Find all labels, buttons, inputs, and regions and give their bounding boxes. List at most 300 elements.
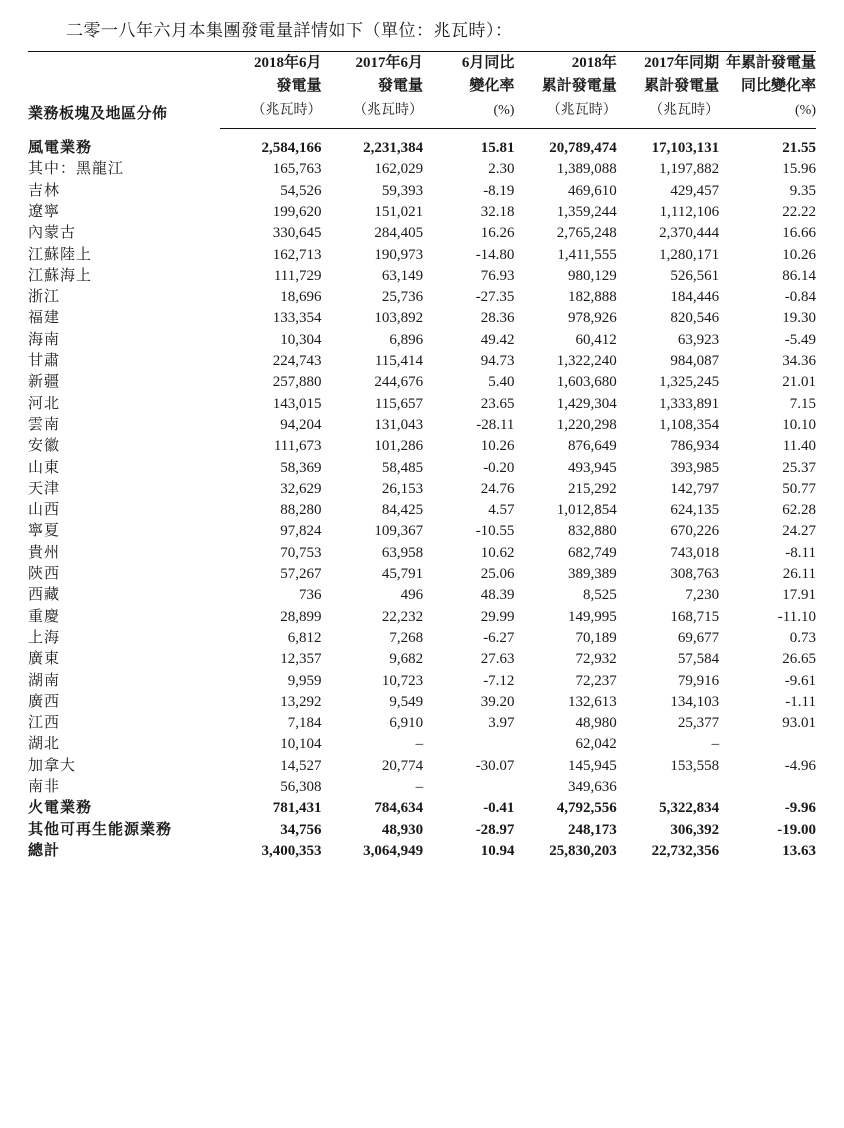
table-row: [28, 202, 816, 223]
row-value: 199,620: [272, 203, 322, 220]
row-value: 308,763: [670, 566, 720, 583]
row-value: 24.27: [782, 523, 816, 540]
row-value: 94,204: [280, 416, 322, 433]
row-value: 63,958: [381, 544, 424, 561]
row-value: 165,763: [272, 161, 322, 178]
row-label: 貴州: [28, 544, 61, 561]
header-unit-4: （兆瓦時）: [514, 101, 616, 129]
row-label: 風電業務: [28, 140, 93, 157]
row-value: -11.10: [777, 608, 816, 625]
row-value: 48,980: [575, 715, 617, 732]
row-value: -5.49: [784, 331, 816, 348]
table-body: [28, 129, 816, 863]
row-value: 224,743: [272, 353, 322, 370]
row-value: -19.00: [777, 821, 816, 838]
row-value: 6,812: [287, 629, 322, 646]
header-col-6-line2: 同比變化率: [740, 78, 816, 95]
row-value: 257,880: [272, 374, 322, 391]
table-row: [28, 181, 816, 202]
table-row: [28, 287, 816, 308]
row-value: 32.18: [480, 203, 515, 220]
row-value: 1,012,854: [556, 502, 617, 519]
row-label: 廣西: [28, 693, 61, 710]
row-value: 393,985: [670, 459, 720, 476]
row-value: 10.62: [480, 544, 515, 561]
row-value: 330,645: [272, 225, 322, 242]
row-value: 2,765,248: [556, 225, 617, 242]
row-value: 670,226: [670, 523, 720, 540]
row-value: 21.55: [782, 140, 816, 157]
row-value: 10.94: [480, 842, 515, 859]
header-unit-3: (%): [423, 101, 514, 129]
row-value: -9.61: [784, 672, 816, 689]
row-value: 20,789,474: [549, 140, 617, 157]
table-row: [28, 436, 816, 457]
table-row: [28, 692, 816, 713]
row-value: 743,018: [670, 544, 720, 561]
row-value: 14,527: [280, 757, 322, 774]
header-label-column: [28, 52, 220, 129]
row-value: 132,613: [568, 693, 617, 710]
row-value: 27.63: [480, 651, 515, 668]
row-value: 162,029: [374, 161, 424, 178]
row-value: 1,333,891: [659, 395, 720, 412]
row-label: 江蘇陸上: [28, 246, 93, 263]
row-value: [423, 777, 514, 798]
row-value: 1,112,106: [659, 203, 720, 220]
header-col-1-line1: 2018年6月: [253, 55, 322, 71]
row-value: 57,267: [280, 566, 322, 583]
row-value: 10,304: [280, 331, 322, 348]
row-value: 109,367: [374, 523, 424, 540]
row-value: 15.81: [480, 140, 515, 157]
row-value: 18,696: [280, 289, 322, 306]
row-value: 284,405: [374, 225, 424, 242]
row-value: 1,108,354: [659, 416, 720, 433]
row-label: 天津: [28, 480, 61, 497]
table-row: [28, 734, 816, 755]
row-label: 重慶: [28, 608, 61, 625]
row-value: 28.36: [480, 310, 515, 327]
row-value: -8.11: [785, 544, 816, 561]
row-value: 15.96: [782, 161, 816, 178]
header-col-3-line2: 變化率: [469, 78, 515, 95]
row-value: -1.11: [785, 693, 816, 710]
row-value: 6,910: [389, 715, 424, 732]
table-row: [28, 607, 816, 628]
row-value: 60,412: [575, 331, 617, 348]
row-value: 781,431: [272, 800, 322, 817]
row-value: 784,634: [374, 800, 424, 817]
table-row: [28, 415, 816, 436]
row-value: 3.97: [488, 715, 515, 732]
row-label: 寧夏: [28, 523, 61, 540]
row-value: 24.76: [480, 480, 515, 497]
header-col-2: [321, 52, 423, 101]
row-value: 151,021: [374, 203, 424, 220]
row-label: 江蘇海上: [28, 267, 93, 284]
row-value: 22,232: [381, 608, 424, 625]
table-row: [28, 223, 816, 244]
header-col-1: [220, 52, 322, 101]
row-value: 7,230: [685, 587, 720, 604]
row-value: 10,723: [381, 672, 424, 689]
row-value: [423, 734, 514, 755]
row-value: 0.73: [789, 629, 816, 646]
row-value: 984,087: [670, 353, 720, 370]
row-value: 101,286: [374, 438, 424, 455]
row-value: 20,774: [381, 757, 424, 774]
row-label: 其他可再生能源業務: [28, 821, 173, 838]
header-col-6: [719, 52, 816, 101]
row-value: 111,729: [273, 267, 322, 284]
row-label: 雲南: [28, 416, 61, 433]
row-value: 10,104: [280, 736, 322, 753]
table-row: [28, 713, 816, 734]
row-label: 其中：黑龍江: [28, 161, 125, 178]
row-value: 45,791: [381, 566, 424, 583]
table-row: [28, 308, 816, 329]
table-row: [28, 841, 816, 862]
row-value: 115,414: [374, 353, 424, 370]
row-value: 48.39: [480, 587, 515, 604]
row-value: 13,292: [280, 693, 322, 710]
row-value: 5.40: [488, 374, 515, 391]
row-value: 72,932: [575, 651, 617, 668]
power-generation-table: [28, 51, 816, 862]
row-value: 103,892: [374, 310, 424, 327]
row-value: -8.19: [483, 182, 515, 199]
row-value: 25.06: [480, 566, 515, 583]
row-value: 34,756: [280, 821, 322, 838]
row-value: -0.20: [483, 459, 515, 476]
table-row: [28, 777, 816, 798]
table-row: [28, 458, 816, 479]
row-value: 25.37: [782, 459, 816, 476]
row-value: 26.11: [782, 566, 816, 583]
table-row: [28, 564, 816, 585]
row-value: -4.96: [784, 757, 816, 774]
row-value: 3,400,353: [261, 842, 322, 859]
row-value: 70,753: [280, 544, 322, 561]
row-label: 江西: [28, 715, 61, 732]
row-label: 甘肅: [28, 353, 61, 370]
row-value: 26,153: [381, 480, 424, 497]
row-value: 4.57: [488, 502, 515, 519]
table-row: [28, 756, 816, 777]
row-value: -0.41: [483, 800, 515, 817]
table-row: [28, 245, 816, 266]
row-value: 22.22: [782, 203, 816, 220]
row-value: 978,926: [568, 310, 617, 327]
row-label: 河北: [28, 395, 61, 412]
table-row: [28, 351, 816, 372]
row-value: 86.14: [782, 267, 816, 284]
row-value: 306,392: [670, 821, 720, 838]
row-label: 廣東: [28, 651, 61, 668]
row-value: 17,103,131: [651, 140, 720, 157]
row-label: 陝西: [28, 566, 61, 583]
header-col-4: [514, 52, 616, 101]
row-value: -27.35: [475, 289, 515, 306]
table-row: [28, 394, 816, 415]
row-value: 32,629: [280, 480, 322, 497]
table-row: [28, 521, 816, 542]
row-value: 184,446: [670, 289, 720, 306]
row-value: 162,713: [272, 246, 322, 263]
header-col-5: [617, 52, 719, 101]
row-value: 88,280: [280, 502, 322, 519]
row-value: 7.15: [789, 395, 816, 412]
row-value: 115,657: [374, 395, 424, 412]
row-value: 980,129: [568, 267, 617, 284]
row-value: 2,584,166: [261, 140, 322, 157]
row-value: 526,561: [670, 267, 720, 284]
row-value: 48,930: [381, 821, 424, 838]
row-value: 13.63: [782, 842, 816, 859]
header-col-2-line1: 2017年6月: [355, 55, 424, 71]
row-value: 1,603,680: [556, 374, 617, 391]
table-row: [28, 628, 816, 649]
row-value: -0.84: [784, 289, 816, 306]
row-value: –: [415, 779, 424, 795]
row-label: 加拿大: [28, 757, 77, 774]
row-value: 9,959: [287, 672, 322, 689]
row-value: 62.28: [782, 502, 816, 519]
row-value: 50.77: [782, 480, 816, 497]
row-label: 山東: [28, 459, 61, 476]
row-label: 遼寧: [28, 203, 61, 220]
row-value: 134,103: [670, 693, 720, 710]
row-label: 山西: [28, 502, 61, 519]
row-value: -6.27: [483, 629, 515, 646]
row-value: 59,393: [381, 182, 424, 199]
row-value: 22,732,356: [651, 842, 720, 859]
row-value: –: [711, 736, 720, 753]
table-row: [28, 798, 816, 819]
row-label: 總計: [28, 842, 61, 859]
row-value: 23.65: [480, 395, 515, 412]
row-value: -28.97: [475, 821, 515, 838]
row-value: 93.01: [782, 715, 816, 732]
row-value: 9,682: [389, 651, 424, 668]
row-value: 190,973: [374, 246, 424, 263]
row-label: 吉林: [28, 182, 61, 199]
row-value: 49.42: [480, 331, 515, 348]
row-value: 21.01: [782, 374, 816, 391]
row-value: 5,322,834: [659, 800, 720, 817]
row-value: 12,357: [280, 651, 322, 668]
row-value: 429,457: [670, 182, 720, 199]
row-value: 624,135: [670, 502, 720, 519]
row-value: 469,610: [568, 182, 617, 199]
row-label: 南非: [28, 779, 61, 795]
row-value: 7,268: [389, 629, 424, 646]
table-row: [28, 330, 816, 351]
table-row: [28, 649, 816, 670]
table-row: [28, 159, 816, 180]
row-value: 9.35: [789, 182, 816, 199]
row-value: 7,184: [287, 715, 322, 732]
table-header: [28, 52, 816, 129]
row-value: 736: [298, 587, 322, 604]
row-value: 244,676: [374, 374, 424, 391]
row-value: 69,677: [677, 629, 720, 646]
row-value: 70,189: [575, 629, 617, 646]
row-value: 16.26: [480, 225, 515, 242]
row-value: -30.07: [475, 757, 515, 774]
header-unit-1: （兆瓦時）: [220, 101, 322, 129]
row-value: 63,923: [677, 331, 720, 348]
row-label: 湖南: [28, 672, 61, 689]
row-value: 34.36: [782, 353, 816, 370]
header-col-6-line1: 年累計發電量: [725, 55, 816, 71]
table-row: [28, 500, 816, 521]
row-value: [617, 777, 719, 798]
row-value: 58,485: [381, 459, 424, 476]
row-value: 182,888: [568, 289, 617, 306]
row-value: 820,546: [670, 310, 720, 327]
table-spacer: [28, 129, 816, 139]
row-value: 84,425: [381, 502, 424, 519]
row-label: 福建: [28, 310, 61, 327]
row-label: 海南: [28, 331, 61, 348]
row-value: 19.30: [782, 310, 816, 327]
row-label: 新疆: [28, 374, 61, 391]
row-value: 1,429,304: [556, 395, 617, 412]
header-col-5-line1: 2017年同期: [644, 55, 720, 71]
table-row: [28, 820, 816, 841]
row-value: -14.80: [475, 246, 515, 263]
table-row: [28, 585, 816, 606]
page-title: 二零一八年六月本集團發電量詳情如下（單位：兆瓦時）：: [66, 21, 513, 40]
row-value: –: [415, 736, 424, 753]
row-value: 786,934: [670, 438, 720, 455]
row-value: 62,042: [575, 736, 617, 753]
row-value: 215,292: [568, 480, 617, 497]
row-value: 25,736: [381, 289, 424, 306]
row-label: 火電業務: [28, 800, 93, 817]
row-value: 57,584: [677, 651, 720, 668]
row-value: 1,411,555: [557, 246, 617, 263]
row-value: 10.26: [480, 438, 515, 455]
row-value: -28.11: [476, 416, 515, 433]
row-value: 97,824: [280, 523, 322, 540]
table-row: [28, 266, 816, 287]
row-value: 72,237: [575, 672, 617, 689]
row-value: -10.55: [475, 523, 515, 540]
table-row: [28, 479, 816, 500]
row-value: 248,173: [568, 821, 617, 838]
row-value: 25,377: [677, 715, 720, 732]
row-value: 94.73: [480, 353, 515, 370]
header-col-5-line2: 累計發電量: [644, 78, 720, 95]
row-value: 142,797: [670, 480, 720, 497]
row-label: 浙江: [28, 289, 61, 306]
row-value: 832,880: [568, 523, 617, 540]
row-value: 145,945: [568, 757, 617, 774]
row-value: 4,792,556: [556, 800, 617, 817]
row-value: 54,526: [280, 182, 322, 199]
row-value: 682,749: [568, 544, 617, 561]
row-value: 876,649: [568, 438, 617, 455]
row-value: 2.30: [488, 161, 515, 178]
header-col-4-line2: 累計發電量: [541, 78, 617, 95]
row-value: 131,043: [374, 416, 424, 433]
row-value: 10.26: [782, 246, 816, 263]
row-value: 17.91: [782, 587, 816, 604]
row-value: -7.12: [483, 672, 515, 689]
header-unit-2: （兆瓦時）: [321, 101, 423, 129]
row-value: 1,322,240: [556, 353, 617, 370]
header-label-text: 業務板塊及地區分佈: [28, 106, 168, 123]
row-value: 9,549: [389, 693, 424, 710]
row-value: -9.96: [784, 800, 816, 817]
header-unit-5: （兆瓦時）: [617, 101, 719, 129]
table-row: [28, 671, 816, 692]
row-value: 1,389,088: [556, 161, 617, 178]
row-value: 149,995: [568, 608, 617, 625]
row-label: 湖北: [28, 736, 61, 753]
row-value: 2,231,384: [363, 140, 424, 157]
row-value: 133,354: [272, 310, 322, 327]
row-value: 6,896: [389, 331, 424, 348]
row-value: 29.99: [480, 608, 515, 625]
row-value: 25,830,203: [549, 842, 617, 859]
row-value: 168,715: [670, 608, 720, 625]
row-value: 1,197,882: [659, 161, 720, 178]
row-value: 58,369: [280, 459, 322, 476]
row-value: 153,558: [670, 757, 720, 774]
row-value: 496: [400, 587, 424, 604]
row-value: 10.10: [782, 416, 816, 433]
row-value: 3,064,949: [363, 842, 424, 859]
header-col-2-line2: 發電量: [378, 78, 424, 95]
row-value: 1,280,171: [659, 246, 720, 263]
row-value: 79,916: [677, 672, 720, 689]
row-label: 上海: [28, 629, 61, 646]
row-value: 56,308: [280, 779, 322, 795]
table-header-row-main: [28, 52, 816, 101]
row-value: 8,525: [583, 587, 617, 604]
header-col-3: [423, 52, 514, 101]
row-value: 26.65: [782, 651, 816, 668]
row-value: [719, 777, 816, 798]
row-value: 76.93: [480, 267, 515, 284]
row-value: 389,389: [568, 566, 617, 583]
row-value: [719, 734, 816, 755]
row-label: 西藏: [28, 587, 61, 604]
row-value: 493,945: [568, 459, 617, 476]
header-col-1-line2: 發電量: [276, 78, 322, 95]
table-row: [28, 138, 816, 159]
row-value: 16.66: [782, 225, 816, 242]
row-value: 1,325,245: [659, 374, 720, 391]
row-value: 28,899: [280, 608, 322, 625]
row-value: 11.40: [782, 438, 816, 455]
row-value: 1,220,298: [556, 416, 617, 433]
row-value: 2,370,444: [659, 225, 720, 242]
row-value: 63,149: [381, 267, 424, 284]
header-unit-6: (%): [719, 101, 816, 129]
row-label: 安徽: [28, 438, 61, 455]
header-col-4-line1: 2018年: [571, 55, 617, 71]
row-label: 內蒙古: [28, 225, 77, 242]
table-row: [28, 372, 816, 393]
row-value: 349,636: [568, 779, 617, 795]
row-value: 143,015: [272, 395, 322, 412]
row-value: 111,673: [273, 438, 322, 455]
